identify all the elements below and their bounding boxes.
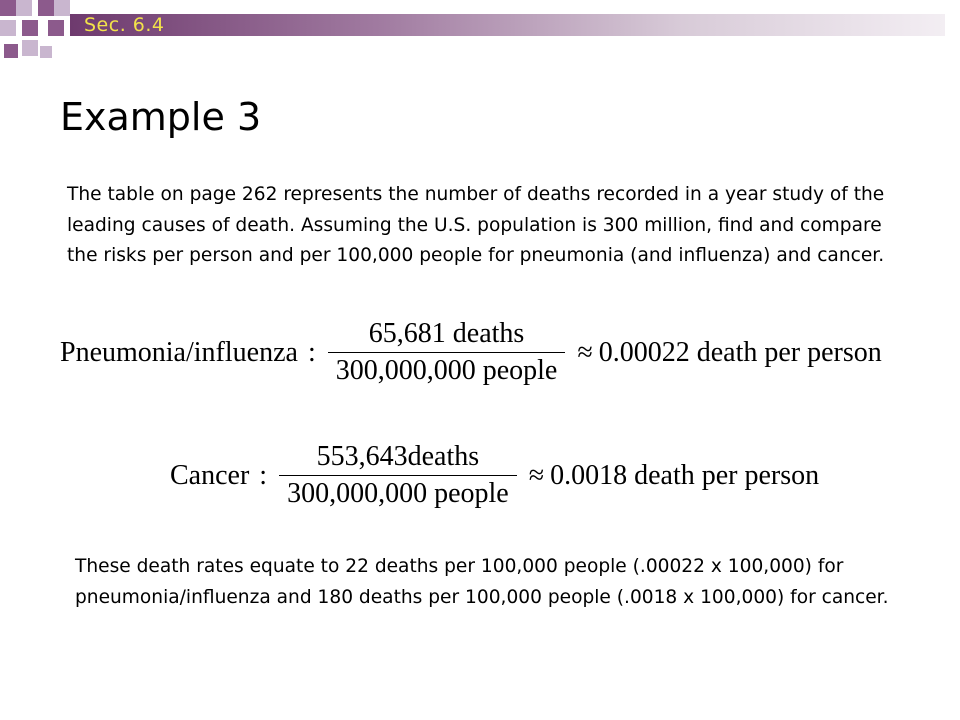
fraction-numerator: 553,643deaths	[316, 441, 480, 472]
corner-square	[0, 0, 16, 16]
equation-result: 0.0018 death per person	[550, 459, 820, 491]
slide-title: Example 3	[60, 95, 262, 139]
fraction-numerator: 65,681 deaths	[368, 318, 525, 349]
approx-symbol: ≈	[528, 459, 545, 491]
conclusion-paragraph: These death rates equate to 22 deaths per 100,000 people (.00022 x 100,000) for pneumonia/influenza and 180 deaths per 100,000 people (.0018 x 100,000) for cancer.	[75, 556, 889, 608]
section-label: Sec. 6.4	[84, 14, 165, 36]
fraction-denominator: 300,000,000 people	[328, 352, 566, 387]
equation-fraction	[328, 318, 566, 387]
equation-cancer	[170, 441, 819, 510]
corner-square	[4, 44, 18, 58]
corner-square	[40, 46, 52, 58]
intro-paragraph: The table on page 262 represents the number of deaths recorded in a year study of the leading causes of death. Assuming the U.S. population is 300 million, find and compare the risks per person and per 100,000 people for pneumonia (and influenza) and cancer.	[67, 184, 885, 266]
equation-colon: :	[259, 459, 268, 491]
corner-square	[38, 0, 54, 16]
corner-square	[22, 40, 38, 56]
equation-colon: :	[307, 336, 316, 368]
equation-pneumonia	[60, 318, 882, 387]
approx-symbol: ≈	[577, 336, 593, 368]
equation-result: 0.00022 death per person	[598, 336, 882, 368]
corner-square	[22, 20, 38, 36]
equation-label: Cancer	[170, 459, 250, 491]
corner-square	[48, 20, 64, 36]
equation-fraction	[279, 441, 517, 510]
fraction-denominator: 300,000,000 people	[279, 475, 517, 510]
corner-square	[16, 0, 32, 16]
corner-square	[54, 0, 70, 16]
equation-label: Pneumonia/influenza	[60, 336, 298, 368]
corner-square	[0, 20, 16, 36]
header-bar	[70, 14, 945, 36]
